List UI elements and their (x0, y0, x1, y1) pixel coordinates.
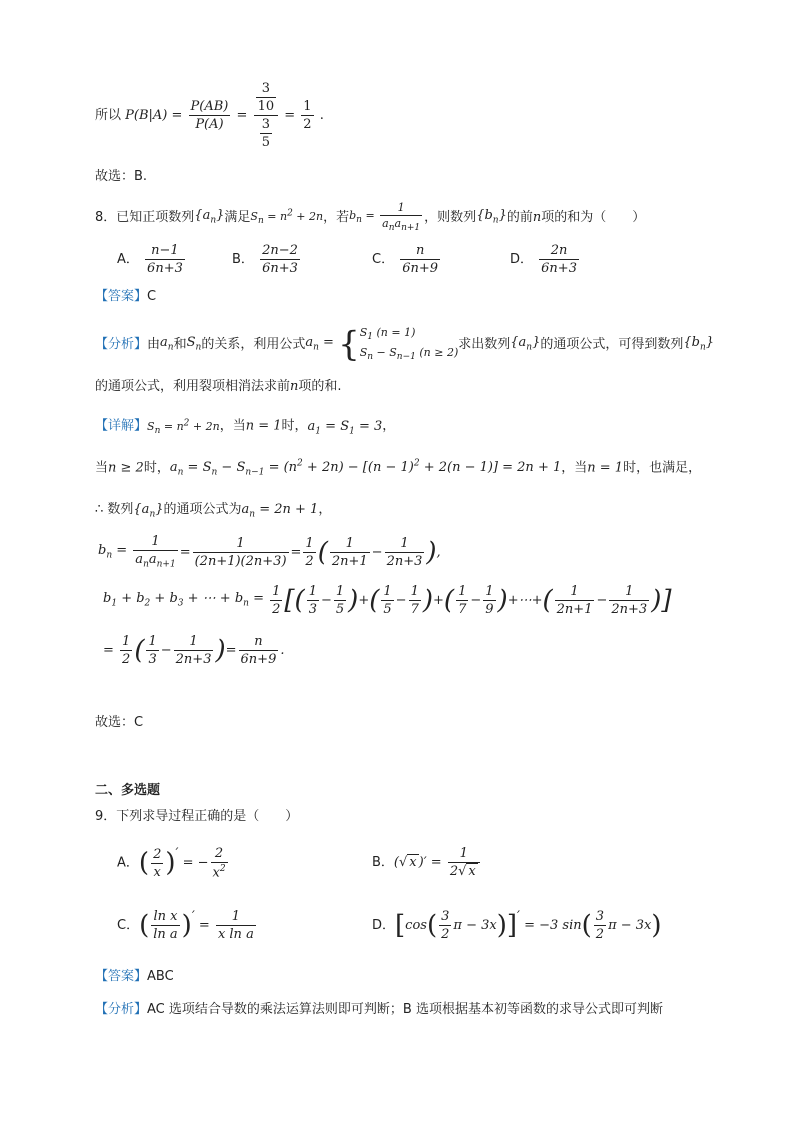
q9-stem: 9．下列求导过程正确的是（ ） (95, 809, 299, 824)
option-d[interactable]: D． $\frac{2n}{6n+3}$ (510, 243, 577, 276)
q8-detail-3: ∴ 数列$\{a_n\}$的通项公式为$a_n = 2n + 1$， (95, 502, 332, 520)
q8-analysis-cont: 的通项公式，利用裂项相消法求前n项的和. (95, 379, 342, 394)
q8-answer: 【答案】C (95, 289, 157, 304)
prefix-text: 所以 (95, 108, 122, 123)
formula-sum: $b_1 + b_2 + b_3$ + ⋯ + $b_n$ = $\frac{1}{2}$ [( $\frac{1}{3}$ − $\frac{1}{5}$ )+( $\frac{1}{5}$ − $\frac{1}{7}$ )+( $\frac{1}{7}$ − $\frac{1}{9}$ )+⋯+( $\frac{1}{2n+1}$ − $\frac{1}{2n+3}$ )] (103, 584, 672, 617)
analysis-tag: 【分析】 (95, 1002, 148, 1017)
q9-option-b[interactable]: B．(√ x )′ = $\frac{1}{2√ x}$ (372, 847, 482, 878)
q9-option-d[interactable]: D．[cos( $\frac{3}{2}$ π − 3x)]′ = −3 sin( $\frac{3}{2}$ π − 3x) (372, 909, 662, 942)
q8-detail-1: 【详解】$S_n = n^2 + 2n$，当n = 1时，$a_1 = S_1 = 3$， (95, 418, 396, 437)
answer-tag: 【答案】 (95, 969, 148, 984)
q9-option-a[interactable]: A．( $\frac{2}{x}$ )′ = − $\frac{2}{x^2}$ (117, 846, 226, 881)
conclusion-c: 故选：C (95, 715, 144, 730)
q8-stem: 8．已知正项数列$\{a_n\}$满足$S_n = n^2 + 2n$，若$b_n$ = 1 $a_na_{n+1}$ ，则数列$\{b_n\}$的前n项的和为（ ） (95, 201, 646, 234)
option-a[interactable]: A． $\frac{n-1}{6n+3}$ (117, 243, 183, 276)
fraction-half: $\frac{1}{2}$ (303, 99, 312, 132)
q8-analysis: 【分析】由$a_n$和$S_n$的关系，利用公式$a_n$ = { $S_1$ (n = 1) $S_n - S_{n-1}$ (n ≥ 2) 求出数列$\{a_n\}$的通项公式，可得到数列$\{b_n\}$ (95, 324, 715, 365)
option-c[interactable]: C． $\frac{n}{6n+9}$ (372, 243, 439, 276)
section-title: 二、多选题 (95, 783, 161, 798)
q9-analysis: 【分析】AC 选项结合导数的乘法运算法则即可判断；B 选项根据基本初等函数的求导公式即可判断 (95, 1002, 663, 1017)
analysis-tag: 【分析】 (95, 337, 148, 353)
detail-tag: 【详解】 (95, 418, 148, 434)
probability-line: 所以 P(B|A) = $\frac{P(AB)}{P(A)}$ = $\frac{\frac{3}{10}}{\frac{3}{5}}$ = $\frac{1}{2}$ . (95, 81, 324, 150)
option-b[interactable]: B． $\frac{2n-2}{6n+3}$ (232, 243, 298, 276)
conclusion-b: 故选：B. (95, 169, 148, 184)
formula-bn: $b_n$ = 1 $a_na_{n+1}$ = $\frac{1}{(2n+1)(2n+3)}$ = $\frac{1}{2}$ ( $\frac{1}{2n+1}$ − $\frac{1}{2n+3}$ ), (98, 534, 441, 570)
q8-detail-2: 当n ≥ 2时，$a_n = S_n - S_{n-1} = (n^2 + 2n) - [(n - 1)^2 + 2(n - 1)] = 2n + 1$，当n = 1时，也满足， (95, 459, 702, 478)
formula-conditional-probability: P(B|A) = (125, 108, 187, 123)
answer-tag: 【答案】 (95, 289, 148, 304)
fraction-complex: $\frac{\frac{3}{10}}{\frac{3}{5}}$ (254, 82, 279, 149)
formula-result: = $\frac{1}{2}$ ( $\frac{1}{3}$ − $\frac{1}{2n+3}$ )= $\frac{n}{6n+9}$ . (103, 634, 285, 667)
q9-option-c[interactable]: C．( $\frac{\text{ln x}}{\text{ln a}}$ )′ = $\frac{1}{\text{x ln a}}$ (117, 909, 254, 942)
fraction-pab-pa: $\frac{P(AB)}{P(A)}$ (190, 99, 229, 132)
q9-answer: 【答案】ABC (95, 969, 174, 984)
